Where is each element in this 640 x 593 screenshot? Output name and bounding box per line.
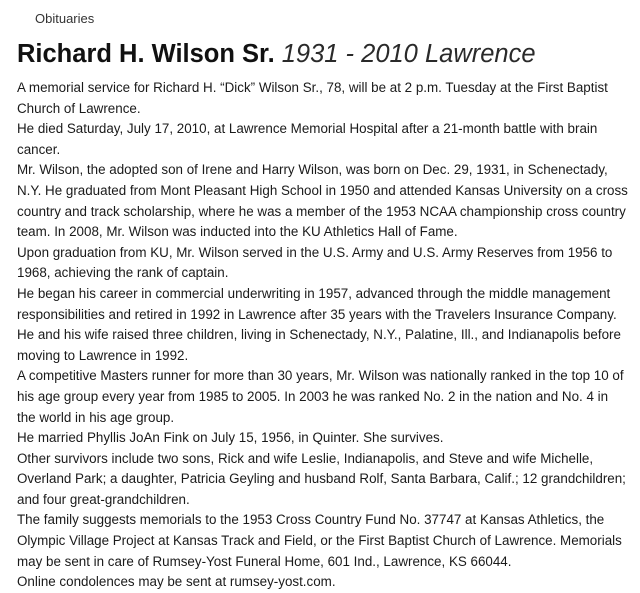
obituary-body xyxy=(17,78,630,593)
headline-dates-location: 1931 - 2010 Lawrence xyxy=(281,40,536,68)
paragraph-early-life: Mr. Wilson, the adopted son of Irene and Harry Wilson, was born on Dec. 29, 1931, in Schenectady, N.Y. He graduated from Mont Pleasant High School in 1950 and attended Kansas University on a cross country and track scholarship, where he was a member of the 1953 NCAA championship cross country team. In 2008, Mr. Wilson was inducted into the KU Athletics Hall of Fame. xyxy=(17,162,628,240)
paragraph-marriage: He married Phyllis JoAn Fink on July 15, 1956, in Quinter. She survives. xyxy=(17,430,444,446)
deceased-name: Richard H. Wilson Sr. xyxy=(17,40,275,68)
paragraph-running: A competitive Masters runner for more than 30 years, Mr. Wilson was nationally ranked in the top 10 of his age group every year from 1985 to 2005. In 2003 he was ranked No. 2 in the nation and No. 4 in the world in his age group. xyxy=(17,368,624,425)
section-label: Obituaries xyxy=(35,11,95,26)
paragraph-family: He and his wife raised three children, living in Schenectady, N.Y., Palatine, Ill., and Indianapolis before moving to Lawrence in 1992. xyxy=(17,327,621,363)
paragraph-memorial-service: A memorial service for Richard H. “Dick” Wilson Sr., 78, will be at 2 p.m. Tuesday at the First Baptist Church of Lawrence. xyxy=(17,80,608,116)
paragraph-survivors: Other survivors include two sons, Rick and wife Leslie, Indianapolis, and Steve and wife Michelle, Overland Park; a daughter, Patricia Geyling and husband Rolf, Santa Barbara, Calif.; 12 grandchildren; and four great-grandchildren. xyxy=(17,450,626,507)
obituary-headline xyxy=(17,39,630,69)
paragraph-memorials: The family suggests memorials to the 1953 Cross Country Fund No. 37747 at Kansas Athletics, the Olympic Village Project at Kansas Track and Field, or the First Baptist Church of Lawrence. Memorials may be sent in care of Rumsey-Yost Funeral Home, 601 Ind., Lawrence, KS 66044. xyxy=(17,512,622,569)
paragraph-military: Upon graduation from KU, Mr. Wilson served in the U.S. Army and U.S. Army Reserves from 1956 to 1968, achieving the rank of captain. xyxy=(17,244,613,281)
paragraph-career: He began his career in commercial underwriting in 1957, advanced through the middle management responsibilities and retired in 1992 in Lawrence after 35 years with the Travelers Insurance Company. xyxy=(17,285,617,322)
paragraph-death: He died Saturday, July 17, 2010, at Lawrence Memorial Hospital after a 21-month battle with brain cancer. xyxy=(17,121,598,157)
paragraph-condolences: Online condolences may be sent at rumsey-yost.com. xyxy=(17,574,336,590)
